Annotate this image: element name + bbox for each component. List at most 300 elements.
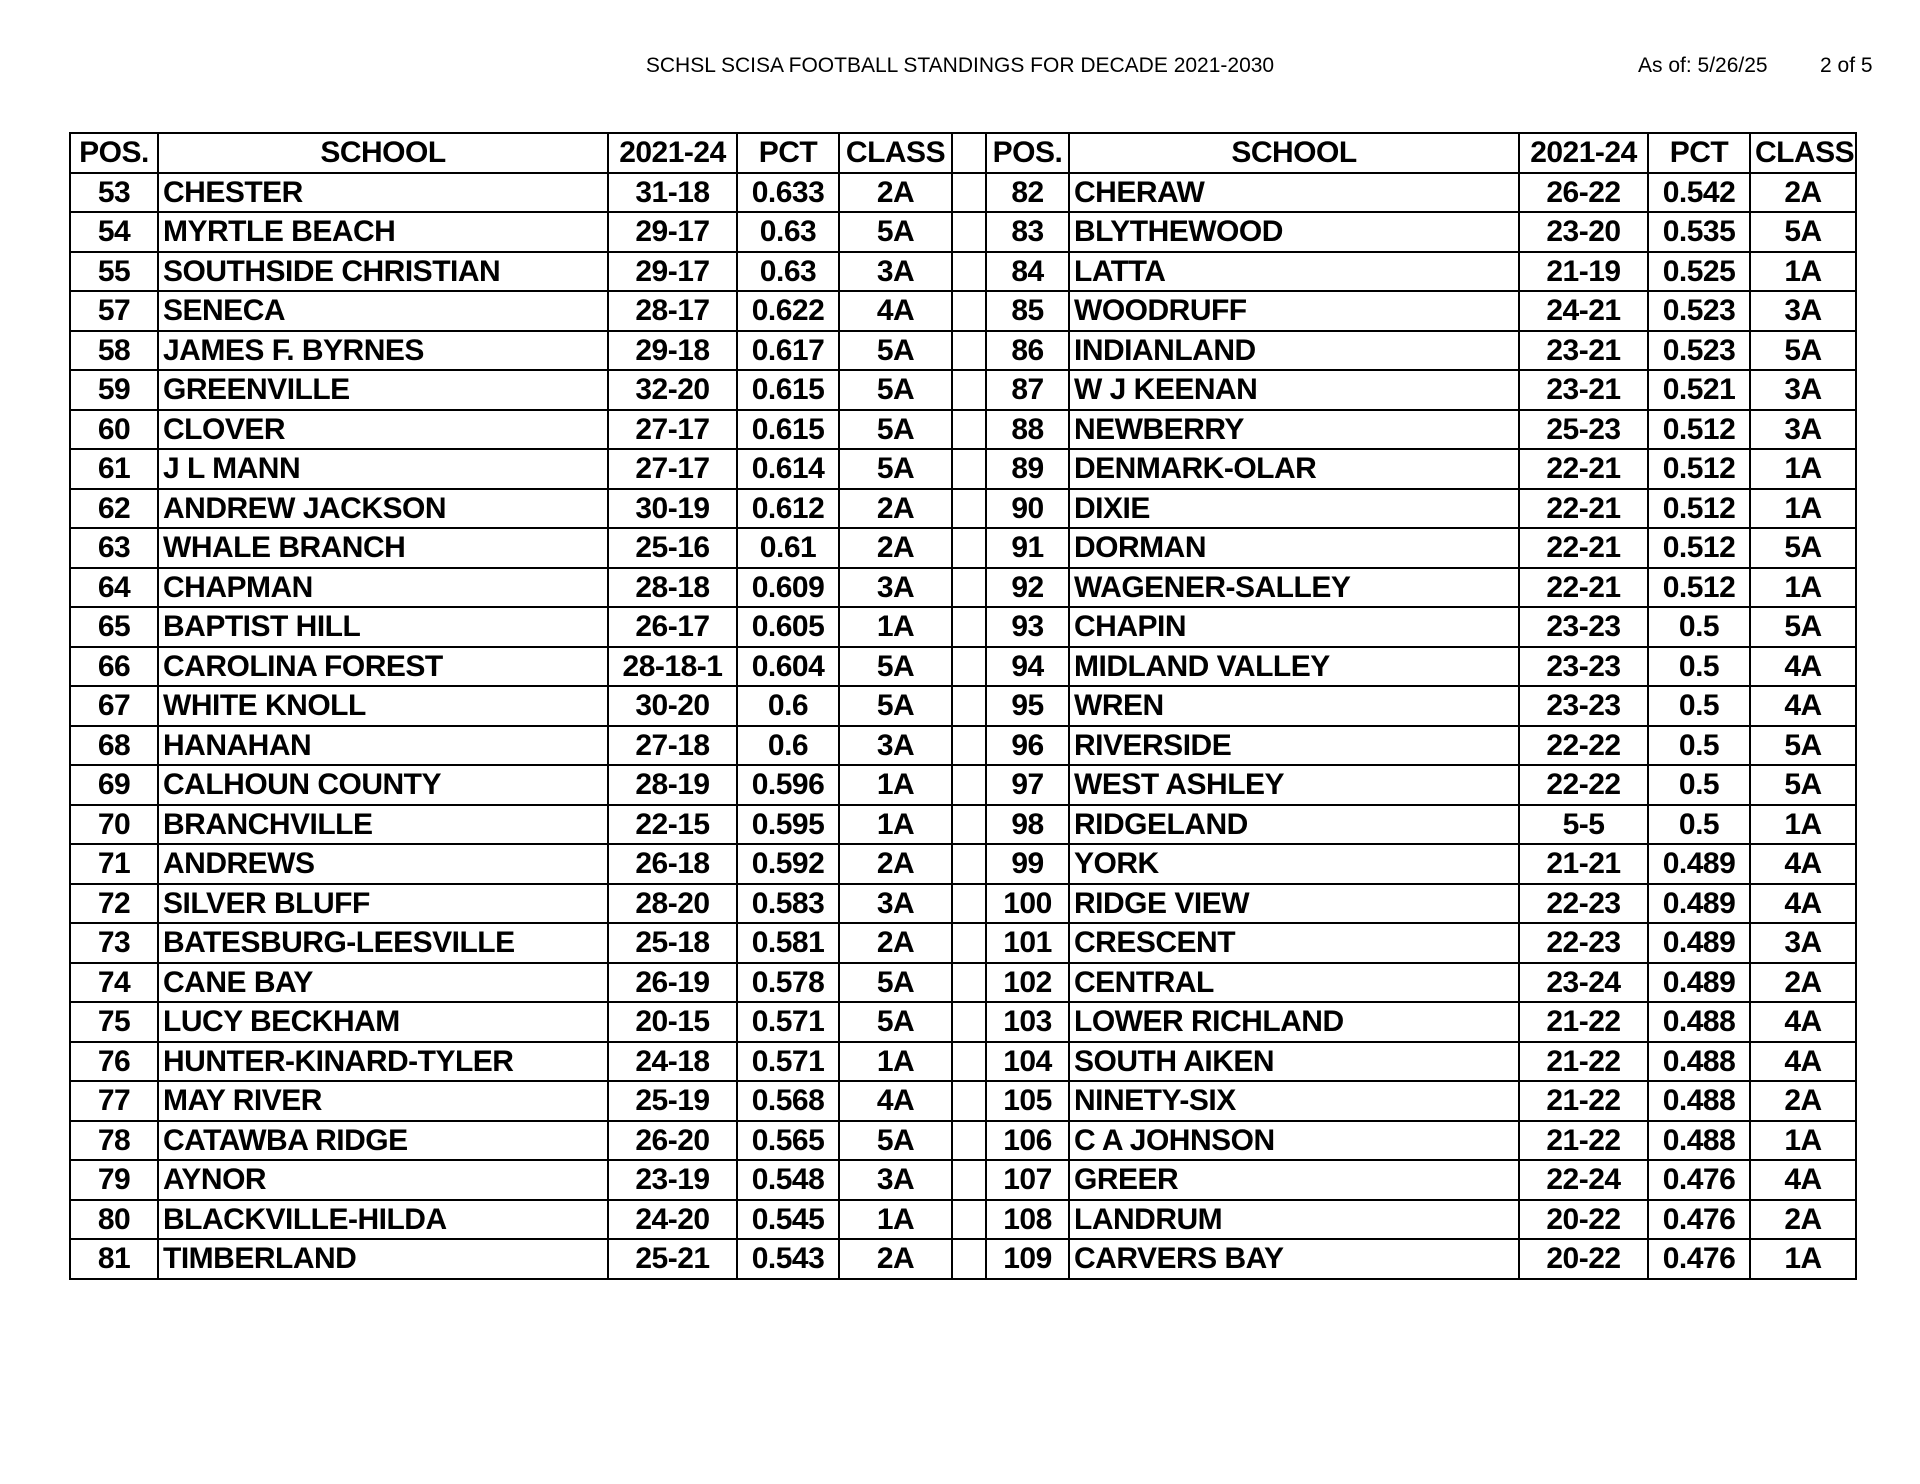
right-pos-cell: 105 — [986, 1081, 1069, 1121]
right-class-cell: 3A — [1750, 410, 1856, 450]
left-pct-cell: 0.568 — [737, 1081, 839, 1121]
left-pos-cell: 68 — [70, 726, 158, 766]
column-gap — [952, 1160, 986, 1200]
left-record-cell: 22-15 — [608, 805, 737, 845]
right-record-cell: 23-23 — [1519, 607, 1648, 647]
right-school-cell: CENTRAL — [1069, 963, 1519, 1003]
table-row — [70, 528, 1856, 568]
left-pct-cell: 0.571 — [737, 1042, 839, 1082]
left-record-cell: 32-20 — [608, 370, 737, 410]
page-number: 2 of 5 — [1820, 54, 1873, 77]
table-row — [70, 1081, 1856, 1121]
column-gap — [952, 449, 986, 489]
column-gap — [952, 686, 986, 726]
left-record-cell: 25-18 — [608, 923, 737, 963]
right-pct-cell: 0.512 — [1648, 528, 1750, 568]
left-pct-cell: 0.592 — [737, 844, 839, 884]
left-pos-cell: 73 — [70, 923, 158, 963]
left-school-cell: CHESTER — [158, 173, 608, 213]
left-record-cell: 28-20 — [608, 884, 737, 924]
column-gap — [952, 173, 986, 213]
right-class-cell: 5A — [1750, 726, 1856, 766]
left-school-cell: CHAPMAN — [158, 568, 608, 608]
right-pos-cell: 95 — [986, 686, 1069, 726]
right-class-cell: 1A — [1750, 489, 1856, 529]
right-pos-cell: 108 — [986, 1200, 1069, 1240]
left-class-cell: 3A — [839, 252, 952, 292]
header-record-right: 2021-24 — [1519, 133, 1648, 173]
right-pct-cell: 0.5 — [1648, 765, 1750, 805]
left-pos-cell: 60 — [70, 410, 158, 450]
left-pos-cell: 66 — [70, 647, 158, 687]
header-pos-right: POS. — [986, 133, 1069, 173]
table-row — [70, 1121, 1856, 1161]
left-school-cell: JAMES F. BYRNES — [158, 331, 608, 371]
as-of-date: As of: 5/26/25 — [1638, 54, 1768, 77]
table-row — [70, 370, 1856, 410]
left-school-cell: CAROLINA FOREST — [158, 647, 608, 687]
left-school-cell: BATESBURG-LEESVILLE — [158, 923, 608, 963]
left-class-cell: 1A — [839, 1200, 952, 1240]
right-pos-cell: 87 — [986, 370, 1069, 410]
right-school-cell: NEWBERRY — [1069, 410, 1519, 450]
left-pos-cell: 64 — [70, 568, 158, 608]
left-pos-cell: 59 — [70, 370, 158, 410]
table-row — [70, 1002, 1856, 1042]
left-pos-cell: 61 — [70, 449, 158, 489]
left-school-cell: SOUTHSIDE CHRISTIAN — [158, 252, 608, 292]
right-school-cell: CARVERS BAY — [1069, 1239, 1519, 1279]
left-record-cell: 27-17 — [608, 449, 737, 489]
right-pct-cell: 0.542 — [1648, 173, 1750, 213]
right-class-cell: 5A — [1750, 765, 1856, 805]
left-pos-cell: 69 — [70, 765, 158, 805]
table-row — [70, 1160, 1856, 1200]
right-pct-cell: 0.5 — [1648, 607, 1750, 647]
right-pct-cell: 0.489 — [1648, 884, 1750, 924]
right-class-cell: 1A — [1750, 1239, 1856, 1279]
left-record-cell: 25-21 — [608, 1239, 737, 1279]
left-record-cell: 27-17 — [608, 410, 737, 450]
column-gap — [952, 370, 986, 410]
table-row — [70, 805, 1856, 845]
left-pct-cell: 0.565 — [737, 1121, 839, 1161]
right-pos-cell: 109 — [986, 1239, 1069, 1279]
right-pos-cell: 90 — [986, 489, 1069, 529]
left-pos-cell: 72 — [70, 884, 158, 924]
table-row — [70, 844, 1856, 884]
right-school-cell: CRESCENT — [1069, 923, 1519, 963]
right-class-cell: 1A — [1750, 449, 1856, 489]
table-row — [70, 923, 1856, 963]
left-class-cell: 5A — [839, 331, 952, 371]
column-gap — [952, 1121, 986, 1161]
left-pct-cell: 0.595 — [737, 805, 839, 845]
right-record-cell: 20-22 — [1519, 1200, 1648, 1240]
left-pct-cell: 0.633 — [737, 173, 839, 213]
left-class-cell: 2A — [839, 923, 952, 963]
right-pos-cell: 96 — [986, 726, 1069, 766]
right-record-cell: 23-23 — [1519, 686, 1648, 726]
left-school-cell: CATAWBA RIDGE — [158, 1121, 608, 1161]
right-record-cell: 5-5 — [1519, 805, 1648, 845]
left-school-cell: BAPTIST HILL — [158, 607, 608, 647]
right-record-cell: 25-23 — [1519, 410, 1648, 450]
column-gap — [952, 647, 986, 687]
right-record-cell: 21-22 — [1519, 1081, 1648, 1121]
left-pct-cell: 0.545 — [737, 1200, 839, 1240]
header-class-left: CLASS — [839, 133, 952, 173]
right-record-cell: 22-22 — [1519, 765, 1648, 805]
table-row — [70, 331, 1856, 371]
right-record-cell: 23-21 — [1519, 331, 1648, 371]
right-record-cell: 21-19 — [1519, 252, 1648, 292]
right-pos-cell: 86 — [986, 331, 1069, 371]
right-pos-cell: 84 — [986, 252, 1069, 292]
left-school-cell: MAY RIVER — [158, 1081, 608, 1121]
left-pos-cell: 70 — [70, 805, 158, 845]
table-row — [70, 765, 1856, 805]
left-class-cell: 1A — [839, 1042, 952, 1082]
right-pct-cell: 0.489 — [1648, 844, 1750, 884]
right-school-cell: WOODRUFF — [1069, 291, 1519, 331]
right-pos-cell: 98 — [986, 805, 1069, 845]
left-record-cell: 28-18-1 — [608, 647, 737, 687]
table-row — [70, 647, 1856, 687]
left-record-cell: 25-16 — [608, 528, 737, 568]
right-record-cell: 22-23 — [1519, 884, 1648, 924]
left-pos-cell: 54 — [70, 212, 158, 252]
table-row — [70, 884, 1856, 924]
left-pos-cell: 67 — [70, 686, 158, 726]
right-school-cell: NINETY-SIX — [1069, 1081, 1519, 1121]
left-class-cell: 1A — [839, 805, 952, 845]
right-class-cell: 5A — [1750, 528, 1856, 568]
right-pos-cell: 88 — [986, 410, 1069, 450]
right-record-cell: 22-21 — [1519, 489, 1648, 529]
left-class-cell: 5A — [839, 212, 952, 252]
left-record-cell: 26-20 — [608, 1121, 737, 1161]
left-pct-cell: 0.548 — [737, 1160, 839, 1200]
left-class-cell: 1A — [839, 607, 952, 647]
right-class-cell: 4A — [1750, 884, 1856, 924]
right-school-cell: INDIANLAND — [1069, 331, 1519, 371]
left-school-cell: MYRTLE BEACH — [158, 212, 608, 252]
left-school-cell: CLOVER — [158, 410, 608, 450]
column-gap — [952, 765, 986, 805]
left-school-cell: SILVER BLUFF — [158, 884, 608, 924]
left-record-cell: 26-17 — [608, 607, 737, 647]
right-record-cell: 22-23 — [1519, 923, 1648, 963]
header-pct-left: PCT — [737, 133, 839, 173]
left-school-cell: ANDREWS — [158, 844, 608, 884]
right-school-cell: LATTA — [1069, 252, 1519, 292]
left-class-cell: 2A — [839, 489, 952, 529]
right-record-cell: 23-20 — [1519, 212, 1648, 252]
header-school-left: SCHOOL — [158, 133, 608, 173]
right-school-cell: DENMARK-OLAR — [1069, 449, 1519, 489]
column-gap — [952, 212, 986, 252]
left-pct-cell: 0.609 — [737, 568, 839, 608]
right-class-cell: 1A — [1750, 805, 1856, 845]
header-row — [70, 133, 1856, 173]
table-row — [70, 726, 1856, 766]
right-pct-cell: 0.488 — [1648, 1121, 1750, 1161]
left-record-cell: 29-17 — [608, 252, 737, 292]
right-record-cell: 22-21 — [1519, 568, 1648, 608]
left-record-cell: 28-17 — [608, 291, 737, 331]
left-record-cell: 27-18 — [608, 726, 737, 766]
right-pct-cell: 0.525 — [1648, 252, 1750, 292]
right-record-cell: 22-24 — [1519, 1160, 1648, 1200]
left-pct-cell: 0.615 — [737, 370, 839, 410]
left-class-cell: 2A — [839, 528, 952, 568]
column-gap — [952, 133, 986, 173]
right-pos-cell: 82 — [986, 173, 1069, 213]
column-gap — [952, 805, 986, 845]
left-class-cell: 2A — [839, 173, 952, 213]
right-school-cell: GREER — [1069, 1160, 1519, 1200]
left-pos-cell: 57 — [70, 291, 158, 331]
right-school-cell: RIDGE VIEW — [1069, 884, 1519, 924]
right-pct-cell: 0.512 — [1648, 489, 1750, 529]
left-pct-cell: 0.612 — [737, 489, 839, 529]
table-row — [70, 173, 1856, 213]
left-pct-cell: 0.581 — [737, 923, 839, 963]
left-school-cell: BLACKVILLE-HILDA — [158, 1200, 608, 1240]
right-pos-cell: 97 — [986, 765, 1069, 805]
right-pos-cell: 106 — [986, 1121, 1069, 1161]
left-record-cell: 28-18 — [608, 568, 737, 608]
right-class-cell: 1A — [1750, 568, 1856, 608]
right-pos-cell: 92 — [986, 568, 1069, 608]
column-gap — [952, 1239, 986, 1279]
left-class-cell: 3A — [839, 726, 952, 766]
left-pct-cell: 0.61 — [737, 528, 839, 568]
left-record-cell: 30-19 — [608, 489, 737, 529]
column-gap — [952, 607, 986, 647]
right-record-cell: 21-22 — [1519, 1121, 1648, 1161]
right-class-cell: 1A — [1750, 252, 1856, 292]
table-row — [70, 963, 1856, 1003]
left-school-cell: J L MANN — [158, 449, 608, 489]
right-class-cell: 5A — [1750, 331, 1856, 371]
right-class-cell: 5A — [1750, 607, 1856, 647]
right-pct-cell: 0.523 — [1648, 291, 1750, 331]
header-school-right: SCHOOL — [1069, 133, 1519, 173]
right-pos-cell: 102 — [986, 963, 1069, 1003]
left-record-cell: 24-18 — [608, 1042, 737, 1082]
left-class-cell: 5A — [839, 963, 952, 1003]
left-class-cell: 3A — [839, 1160, 952, 1200]
left-pos-cell: 58 — [70, 331, 158, 371]
page-title: SCHSL SCISA FOOTBALL STANDINGS FOR DECADE 2021-2030 — [645, 54, 1275, 77]
left-pos-cell: 53 — [70, 173, 158, 213]
right-pct-cell: 0.512 — [1648, 568, 1750, 608]
left-class-cell: 5A — [839, 647, 952, 687]
right-pct-cell: 0.476 — [1648, 1200, 1750, 1240]
left-school-cell: BRANCHVILLE — [158, 805, 608, 845]
right-class-cell: 4A — [1750, 1160, 1856, 1200]
right-school-cell: WREN — [1069, 686, 1519, 726]
table-row — [70, 607, 1856, 647]
column-gap — [952, 884, 986, 924]
left-class-cell: 5A — [839, 370, 952, 410]
left-pct-cell: 0.605 — [737, 607, 839, 647]
right-record-cell: 23-24 — [1519, 963, 1648, 1003]
left-pct-cell: 0.63 — [737, 212, 839, 252]
left-record-cell: 31-18 — [608, 173, 737, 213]
left-pos-cell: 65 — [70, 607, 158, 647]
column-gap — [952, 844, 986, 884]
right-pct-cell: 0.5 — [1648, 726, 1750, 766]
left-record-cell: 30-20 — [608, 686, 737, 726]
left-school-cell: LUCY BECKHAM — [158, 1002, 608, 1042]
right-pos-cell: 85 — [986, 291, 1069, 331]
right-class-cell: 3A — [1750, 370, 1856, 410]
right-class-cell: 2A — [1750, 173, 1856, 213]
left-record-cell: 29-18 — [608, 331, 737, 371]
left-pos-cell: 74 — [70, 963, 158, 1003]
column-gap — [952, 568, 986, 608]
column-gap — [952, 252, 986, 292]
right-school-cell: C A JOHNSON — [1069, 1121, 1519, 1161]
left-pos-cell: 55 — [70, 252, 158, 292]
column-gap — [952, 1002, 986, 1042]
right-pct-cell: 0.512 — [1648, 410, 1750, 450]
left-pos-cell: 80 — [70, 1200, 158, 1240]
right-pct-cell: 0.489 — [1648, 963, 1750, 1003]
right-school-cell: WAGENER-SALLEY — [1069, 568, 1519, 608]
left-class-cell: 3A — [839, 884, 952, 924]
left-class-cell: 3A — [839, 568, 952, 608]
right-class-cell: 3A — [1750, 923, 1856, 963]
table-row — [70, 1239, 1856, 1279]
right-school-cell: W J KEENAN — [1069, 370, 1519, 410]
right-school-cell: CHERAW — [1069, 173, 1519, 213]
left-pos-cell: 76 — [70, 1042, 158, 1082]
left-pct-cell: 0.543 — [737, 1239, 839, 1279]
left-school-cell: HUNTER-KINARD-TYLER — [158, 1042, 608, 1082]
left-pct-cell: 0.6 — [737, 686, 839, 726]
right-pct-cell: 0.523 — [1648, 331, 1750, 371]
left-class-cell: 4A — [839, 291, 952, 331]
right-class-cell: 5A — [1750, 212, 1856, 252]
left-record-cell: 28-19 — [608, 765, 737, 805]
column-gap — [952, 528, 986, 568]
right-pos-cell: 100 — [986, 884, 1069, 924]
right-record-cell: 21-21 — [1519, 844, 1648, 884]
left-school-cell: ANDREW JACKSON — [158, 489, 608, 529]
right-pct-cell: 0.488 — [1648, 1042, 1750, 1082]
left-school-cell: WHITE KNOLL — [158, 686, 608, 726]
right-pct-cell: 0.535 — [1648, 212, 1750, 252]
left-record-cell: 26-18 — [608, 844, 737, 884]
left-pos-cell: 79 — [70, 1160, 158, 1200]
right-record-cell: 22-22 — [1519, 726, 1648, 766]
left-pct-cell: 0.617 — [737, 331, 839, 371]
page-header — [0, 54, 1920, 90]
right-school-cell: YORK — [1069, 844, 1519, 884]
right-pct-cell: 0.488 — [1648, 1081, 1750, 1121]
left-pos-cell: 63 — [70, 528, 158, 568]
left-class-cell: 2A — [839, 1239, 952, 1279]
right-school-cell: LANDRUM — [1069, 1200, 1519, 1240]
right-pct-cell: 0.512 — [1648, 449, 1750, 489]
right-class-cell: 1A — [1750, 1121, 1856, 1161]
left-school-cell: HANAHAN — [158, 726, 608, 766]
left-school-cell: CANE BAY — [158, 963, 608, 1003]
left-record-cell: 23-19 — [608, 1160, 737, 1200]
right-record-cell: 23-23 — [1519, 647, 1648, 687]
table-row — [70, 489, 1856, 529]
right-pos-cell: 103 — [986, 1002, 1069, 1042]
left-class-cell: 5A — [839, 1002, 952, 1042]
left-school-cell: TIMBERLAND — [158, 1239, 608, 1279]
right-school-cell: DIXIE — [1069, 489, 1519, 529]
right-school-cell: DORMAN — [1069, 528, 1519, 568]
column-gap — [952, 1081, 986, 1121]
right-school-cell: WEST ASHLEY — [1069, 765, 1519, 805]
right-record-cell: 23-21 — [1519, 370, 1648, 410]
right-class-cell: 4A — [1750, 647, 1856, 687]
column-gap — [952, 489, 986, 529]
left-pct-cell: 0.622 — [737, 291, 839, 331]
right-pos-cell: 91 — [986, 528, 1069, 568]
left-school-cell: GREENVILLE — [158, 370, 608, 410]
left-pct-cell: 0.596 — [737, 765, 839, 805]
standings-table — [69, 132, 1857, 1280]
left-class-cell: 5A — [839, 410, 952, 450]
right-record-cell: 22-21 — [1519, 449, 1648, 489]
table-row — [70, 1200, 1856, 1240]
left-class-cell: 5A — [839, 686, 952, 726]
right-pos-cell: 107 — [986, 1160, 1069, 1200]
right-class-cell: 2A — [1750, 963, 1856, 1003]
left-class-cell: 5A — [839, 1121, 952, 1161]
column-gap — [952, 726, 986, 766]
table-row — [70, 449, 1856, 489]
right-record-cell: 21-22 — [1519, 1002, 1648, 1042]
column-gap — [952, 291, 986, 331]
left-pct-cell: 0.571 — [737, 1002, 839, 1042]
left-record-cell: 29-17 — [608, 212, 737, 252]
table-row — [70, 686, 1856, 726]
left-school-cell: AYNOR — [158, 1160, 608, 1200]
left-school-cell: CALHOUN COUNTY — [158, 765, 608, 805]
left-pos-cell: 81 — [70, 1239, 158, 1279]
left-class-cell: 1A — [839, 765, 952, 805]
right-pct-cell: 0.476 — [1648, 1239, 1750, 1279]
left-pos-cell: 75 — [70, 1002, 158, 1042]
left-pos-cell: 77 — [70, 1081, 158, 1121]
left-pct-cell: 0.604 — [737, 647, 839, 687]
left-class-cell: 4A — [839, 1081, 952, 1121]
column-gap — [952, 963, 986, 1003]
right-record-cell: 20-22 — [1519, 1239, 1648, 1279]
right-pct-cell: 0.5 — [1648, 647, 1750, 687]
right-class-cell: 4A — [1750, 844, 1856, 884]
column-gap — [952, 1200, 986, 1240]
right-pos-cell: 94 — [986, 647, 1069, 687]
right-pos-cell: 104 — [986, 1042, 1069, 1082]
table-row — [70, 410, 1856, 450]
right-pos-cell: 83 — [986, 212, 1069, 252]
right-pos-cell: 101 — [986, 923, 1069, 963]
left-pct-cell: 0.615 — [737, 410, 839, 450]
header-pos-left: POS. — [70, 133, 158, 173]
right-record-cell: 24-21 — [1519, 291, 1648, 331]
